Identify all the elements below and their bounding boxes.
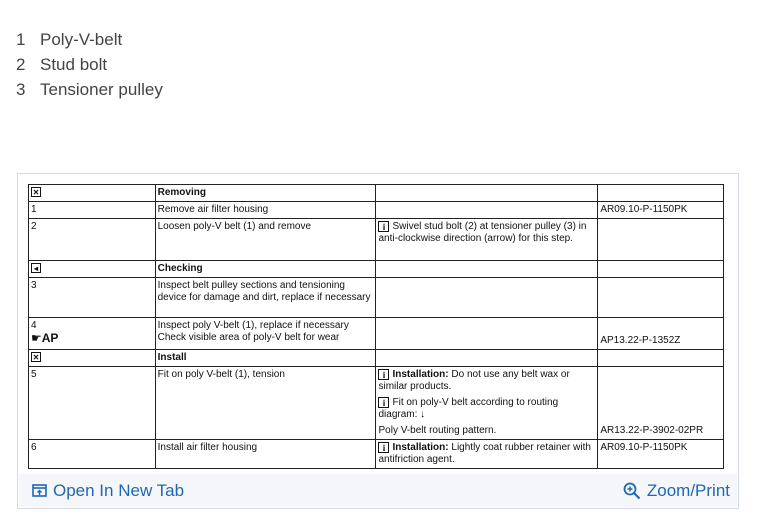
open-new-tab-icon [32, 483, 47, 498]
step-number: 5 [29, 367, 156, 440]
pointing-hand-icon: ☛ [31, 331, 42, 345]
table-row [29, 219, 724, 261]
step-action: Install air filter housing [155, 440, 376, 469]
arrow-down-icon: ↓ [420, 409, 426, 420]
step-reference: AR09.10-P-1150PK [598, 440, 724, 469]
section-title: Checking [155, 261, 376, 278]
table-row [29, 350, 724, 367]
section-icon-cell [29, 350, 156, 367]
removing-icon: ✕ [32, 188, 40, 197]
info-icon: i [378, 397, 389, 408]
info-icon: i [378, 442, 389, 453]
table-row [29, 261, 724, 278]
step-number: 1 [29, 202, 156, 219]
step-number: 6 [29, 440, 156, 469]
step-number: 3 [29, 278, 156, 318]
table-row [29, 440, 724, 469]
section-icon-cell [29, 261, 156, 278]
step-note: i Swivel stud bolt (2) at tensioner pulley (3) in anti-clockwise direction (arrow) for this step. [376, 219, 598, 261]
table-row [29, 202, 724, 219]
step-reference: AR13.22-P-3902-02PR [598, 367, 724, 440]
zoom-print-link[interactable]: Zoom/Print [623, 481, 730, 501]
step-action: Inspect poly V-belt (1), replace if necessary Check visible area of poly-V belt for wear [155, 318, 376, 350]
ap-marker: AP [41, 331, 59, 345]
step-reference: AP13.22-P-1352Z [598, 318, 724, 350]
action-bar [19, 474, 737, 507]
info-icon: i [378, 221, 389, 232]
step-note: i Installation: Lightly coat rubber retainer with antifriction agent. [376, 440, 598, 469]
legend-item: 2 Stud bolt [16, 55, 108, 74]
step-number: 2 [29, 219, 156, 261]
section-title: Install [155, 350, 376, 367]
parts-legend [16, 27, 163, 102]
table-row [29, 318, 724, 350]
checking-icon: ◂ [31, 263, 41, 273]
table-row [29, 367, 724, 440]
step-action: Inspect belt pulley sections and tensioning device for damage and dirt, replace if necessary [155, 278, 376, 318]
procedure-table [28, 184, 724, 469]
step-note: i Installation: Do not use any belt wax or similar products. i Fit on poly-V belt according to routing diagram: ↓ Poly V-belt routing pattern. [376, 367, 598, 440]
zoom-in-icon [623, 482, 641, 500]
legend-item: 1 Poly-V-belt [16, 30, 123, 49]
section-title: Removing [155, 185, 376, 202]
table-row [29, 278, 724, 318]
step-action: Fit on poly V-belt (1), tension [155, 367, 376, 440]
table-row [29, 185, 724, 202]
step-reference: AR09.10-P-1150PK [598, 202, 724, 219]
procedure-frame [17, 173, 739, 509]
section-icon-cell [29, 185, 156, 202]
step-number-cell [29, 318, 156, 350]
info-icon: i [378, 369, 389, 380]
step-number: 4 [31, 320, 37, 331]
legend-item: 3 Tensioner pulley [16, 80, 163, 99]
install-icon: ✕ [32, 353, 40, 362]
step-action: Remove air filter housing [155, 202, 376, 219]
step-action: Loosen poly-V belt (1) and remove [155, 219, 376, 261]
open-in-new-tab-link[interactable]: Open In New Tab [32, 481, 184, 501]
